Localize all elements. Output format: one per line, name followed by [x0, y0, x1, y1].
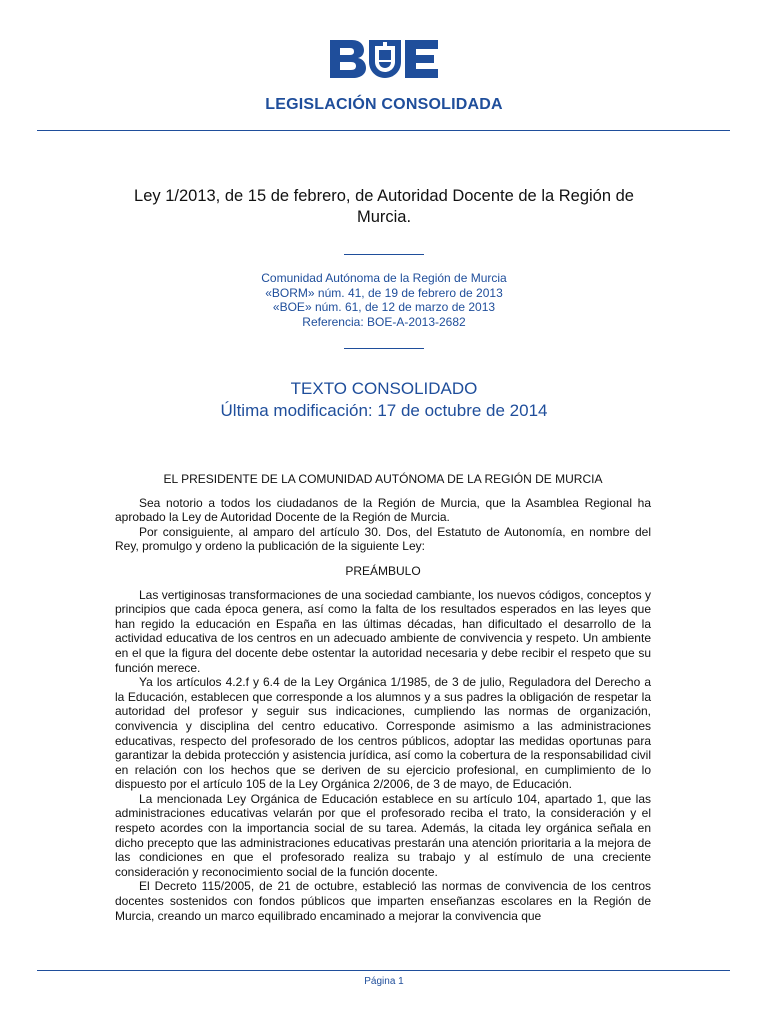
meta-reference: Referencia: BOE-A-2013-2682	[302, 314, 466, 329]
body-paragraph: La mencionada Ley Orgánica de Educación establece en su artículo 104, apartado 1, que las administraciones educativas velarán por que el profesorado reciba el trato, la consideración y el respeto acordes con la importancia social de su tarea. Además, la citada ley orgánica señala en dicho precepto que las administraciones educativas prestarán una atención prioritaria a la mejora de las condiciones en que el profesorado realiza su trabajo y al estímulo de una creciente consideración y reconocimiento social de la función docente.	[115, 791, 651, 879]
consolidated-label: TEXTO CONSOLIDADO	[290, 379, 478, 398]
document-body	[115, 472, 651, 923]
last-modified: Última modificación: 17 de octubre de 2014	[220, 401, 548, 420]
meta-divider	[344, 348, 424, 349]
section-title: PREÁMBULO	[345, 563, 421, 578]
body-paragraph: Ya los artículos 4.2.f y 6.4 de la Ley Orgánica 1/1985, de 3 de julio, Reguladora del Derecho a la Educación, establecen que corresponde a los alumnos y a sus padres la obligación de respetar la autoridad del profesor y seguir sus indicaciones, cumpliendo las normas de organización, convivencia y disciplina del centro educativo. Corresponde asimismo a las administraciones educativas, respecto del profesorado de los centros públicos, adoptar las medidas oportunas para garantizar la debida protección y asistencia jurídica, así como la cobertura de la responsabilidad civil en relación con los hechos que se deriven de su ejercicio profesional, en cumplimiento de lo dispuesto por el artículo 105 de la Ley Orgánica 2/2006, de 3 de mayo, de Educación.	[115, 675, 651, 792]
body-heading: EL PRESIDENTE DE LA COMUNIDAD AUTÓNOMA DE LA REGIÓN DE MURCIA	[163, 472, 603, 486]
meta-issuer: Comunidad Autónoma de la Región de Murcia	[261, 271, 507, 285]
intro-paragraph: Por consiguiente, al amparo del artículo 30. Dos, del Estatuto de Autonomía, en nombre del Rey, promulgo y ordeno la publicación de la siguiente Ley:	[115, 524, 651, 554]
document-title: Ley 1/2013, de 15 de febrero, de Autoridad Docente de la Región de Murcia.	[134, 187, 634, 226]
footer-divider	[37, 970, 730, 971]
header-title: LEGISLACIÓN CONSOLIDADA	[265, 96, 503, 113]
boe-logo	[328, 38, 440, 80]
meta-boe: «BOE» núm. 61, de 12 de marzo de 2013	[272, 300, 496, 314]
meta-borm: «BORM» núm. 41, de 19 de febrero de 2013	[265, 285, 503, 300]
document-meta	[0, 271, 768, 329]
page-number: Página 1	[364, 976, 404, 987]
consolidated-block	[0, 378, 768, 422]
body-paragraph: Las vertiginosas transformaciones de una sociedad cambiante, los nuevos códigos, conceptos y principios que cada época genera, así como la falta de los resultados esperados en las leyes que han regido la educación en España en las últimas décadas, han dificultado el desarrollo de la actividad educativa de los centros en un adecuado ambiente de convivencia y respeto. Un ambiente en el que la figura del docente debe ostentar la autoridad necesaria y debe recibir el respeto que su función merece.	[115, 587, 651, 675]
intro-paragraph: Sea notorio a todos los ciudadanos de la Región de Murcia, que la Asamblea Regional ha aprobado la Ley de Autoridad Docente de la Región de Murcia.	[115, 495, 651, 525]
body-paragraph: El Decreto 115/2005, de 21 de octubre, estableció las normas de convivencia de los centros docentes sostenidos con fondos públicos que imparten enseñanzas escolares en la Región de Murcia, creando un marco equilibrado encaminado a mejorar la convivencia que	[115, 879, 651, 923]
title-divider	[344, 254, 424, 255]
header-divider	[37, 130, 730, 131]
